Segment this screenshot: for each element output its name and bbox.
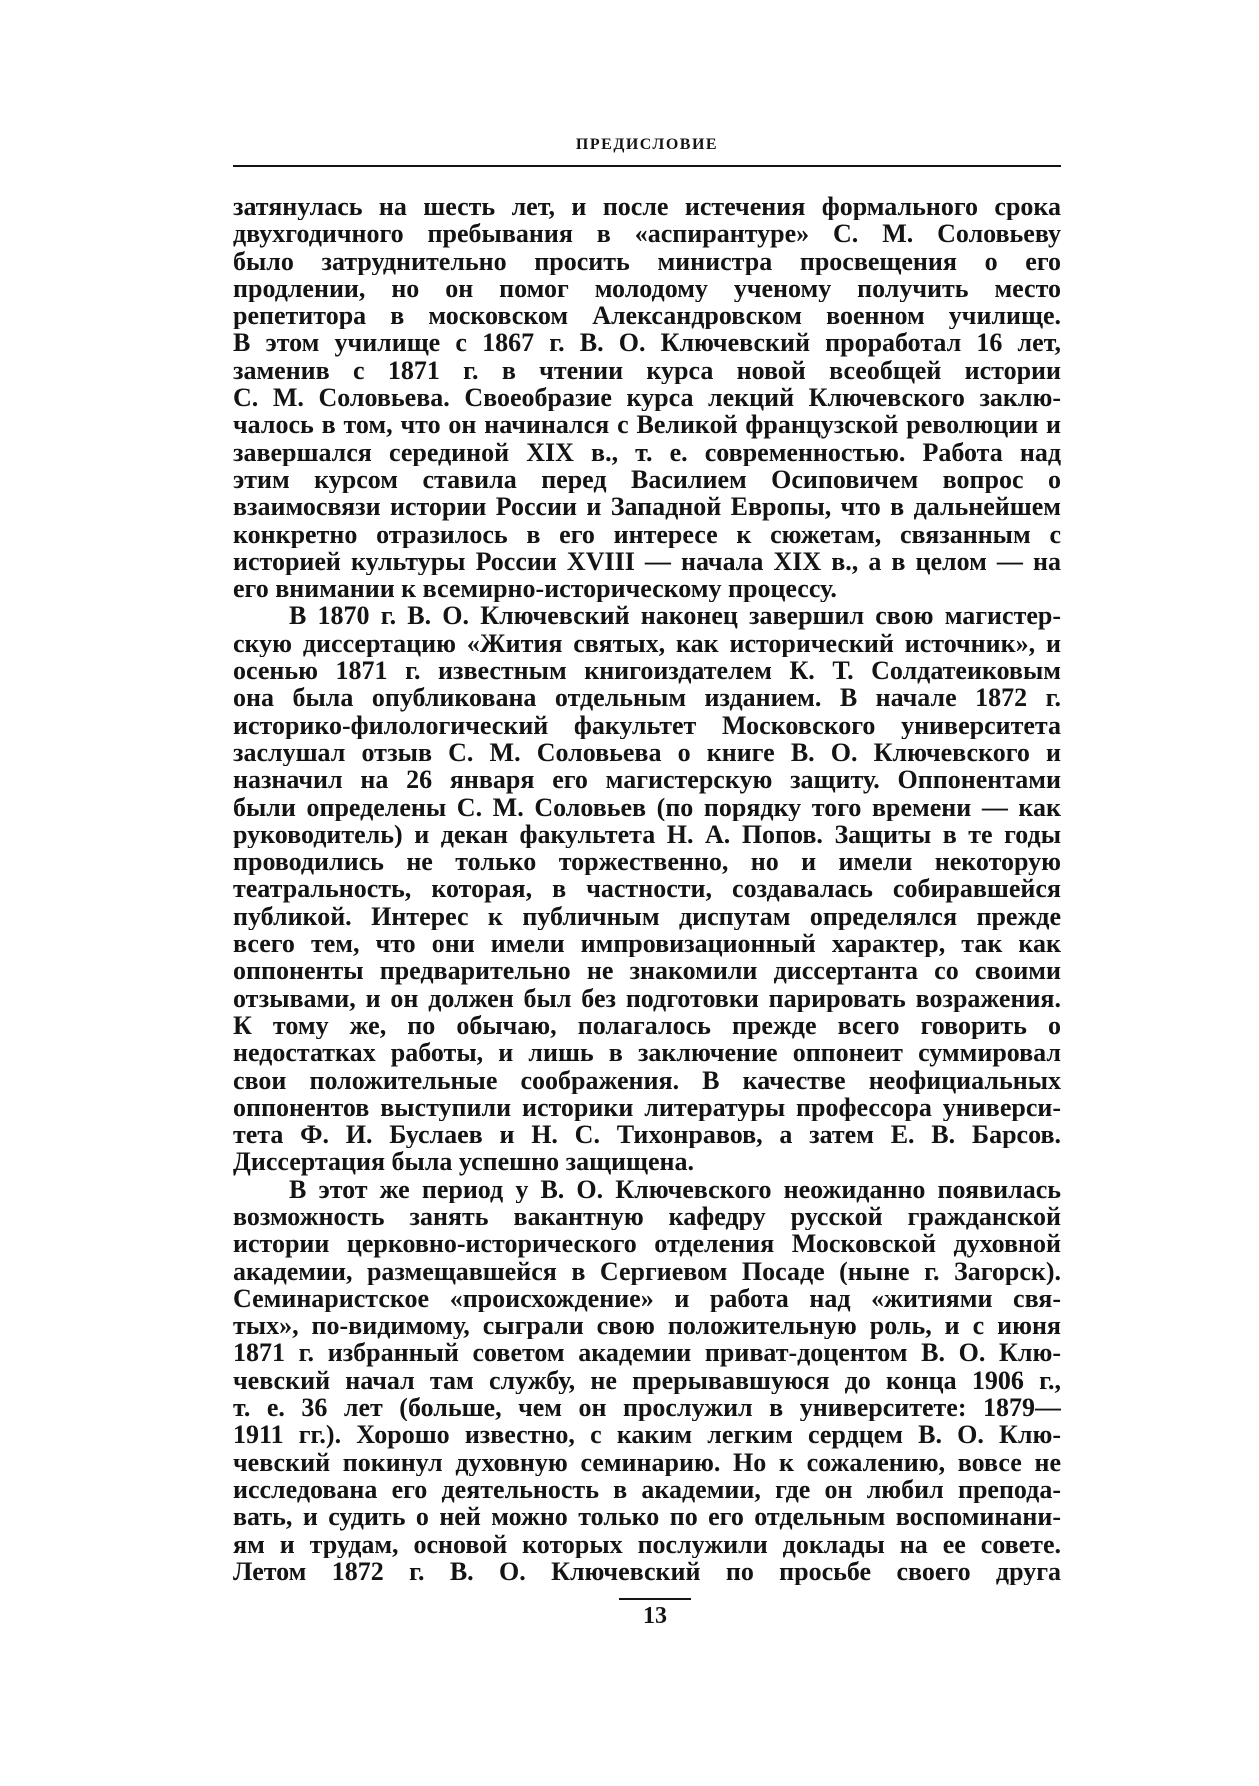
text-line: К тому же, по обычаю, полагалось прежде всего говорить о (233, 1011, 1061, 1040)
text-line: конкретно отразилось в его интересе к сюжетам, связанным с (233, 520, 1061, 548)
body-text (233, 193, 1061, 1585)
text-line: театральность, которая, в частности, создавалась собиравшейся (233, 875, 1061, 903)
text-line: ям и трудам, основой которых послужили доклады на ее совете. (233, 1530, 1061, 1558)
text-line: чевский покинул духовную семинарию. Но к сожалению, вовсе не (233, 1448, 1061, 1476)
text-line: свои положительные соображения. В качестве неофициальных (233, 1066, 1061, 1094)
text-line: осенью 1871 г. известным книгоиздателем К. Т. Солдатеиковым (233, 657, 1061, 685)
text-line: тых», по-видимому, сыграли свою положительную роль, и с июня (233, 1312, 1061, 1340)
text-line: С. М. Соловьева. Своеобразие курса лекций Ключевского заклю- (233, 384, 1061, 412)
text-line: оппоненты предварительно не знакомили диссертанта со своими (233, 957, 1061, 985)
text-line: продлении, но он помог молодому ученому получить место (233, 274, 1061, 303)
text-line: исследована его деятельность в академии, где он любил препода- (233, 1475, 1061, 1504)
text-line: тета Ф. И. Буслаев и Н. С. Тихонравов, а затем Е. В. Барсов. (233, 1121, 1061, 1149)
page-number-rule (619, 1598, 691, 1600)
text-line: она была опубликована отдельным изданием. В начале 1872 г. (233, 684, 1061, 712)
text-line: Семинаристское «происхождение» и работа над «житиями свя- (233, 1284, 1061, 1313)
text-line: академии, размещавшейся в Сергиевом Посаде (ныне г. Загорск). (233, 1257, 1061, 1285)
header-rule (233, 165, 1061, 167)
text-line: заменив с 1871 г. в чтении курса новой всеобщей истории (233, 356, 1061, 385)
text-line: было затруднительно просить министра просвещения о его (233, 247, 1061, 275)
text-line: Летом 1872 г. В. О. Ключевский по просьбе своего друга (233, 1557, 1061, 1586)
paragraph-first-line: В 1870 г. В. О. Ключевский наконец завершил свою магистер- (289, 602, 1061, 630)
text-line: отзывами, и он должен был без подготовки парировать возражения. (233, 984, 1061, 1012)
text-line: были определены С. М. Соловьев (по порядку того времени — как (233, 793, 1061, 821)
text-line: скую диссертацию «Жития святых, как исторический источник», и (233, 629, 1061, 658)
text-line: т. е. 36 лет (больше, чем он прослужил в университете: 1879— (233, 1394, 1061, 1422)
text-line: взаимосвязи истории России и Западной Европы, что в дальнейшем (233, 493, 1061, 521)
text-line: историко-филологический факультет Московского университета (233, 711, 1061, 739)
text-line: этим курсом ставила перед Василием Осиповичем вопрос о (233, 465, 1061, 494)
text-line: завершался серединой XIX в., т. е. современностью. Работа над (233, 438, 1061, 466)
text-line: истории церковно-исторического отделения Московской духовной (233, 1230, 1061, 1258)
text-line: историей культуры России XVIII — начала XIX в., а в целом — на (233, 547, 1061, 576)
text-line: Диссертация была успешно защищена. (233, 1148, 694, 1176)
paragraph-first-line: В этот же период у В. О. Ключевского неожиданно появилась (289, 1175, 1061, 1203)
text-line: назначил на 26 января его магистерскую защиту. Оппонентами (233, 766, 1061, 794)
text-line: вать, и судить о ней можно только по его отдельным воспоминани- (233, 1503, 1061, 1531)
text-line: затянулась на шесть лет, и после истечения формального срока (233, 193, 1061, 221)
text-line: 1911 гг.). Хорошо известно, с каким легким сердцем В. О. Клю- (233, 1421, 1061, 1449)
text-line: чевский начал там службу, не прерывавшуюся до конца 1906 г., (233, 1366, 1061, 1395)
text-line: руководитель) и декан факультета Н. А. Попов. Защиты в те годы (233, 820, 1061, 849)
text-line: его внимании к всемирно-историческому процессу. (233, 575, 837, 603)
text-line: возможность занять вакантную кафедру русской гражданской (233, 1202, 1061, 1231)
text-line: заслушал отзыв С. М. Соловьева о книге В. О. Ключевского и (233, 738, 1061, 767)
text-line: репетитора в московском Александровском военном училище. (233, 302, 1061, 330)
text-line: проводились не только торжественно, но и имели некоторую (233, 848, 1061, 876)
page-number: 13 (643, 1603, 667, 1629)
text-line: всего тем, что они имели импровизационный характер, так как (233, 930, 1061, 958)
text-line: оппонентов выступили историки литературы профессора универси- (233, 1093, 1061, 1122)
running-head-title: ПРЕДИСЛОВИЕ (575, 136, 719, 153)
text-line: публикой. Интерес к публичным диспутам определялся прежде (233, 902, 1061, 931)
text-line: чалось в том, что он начинался с Великой французской революции и (233, 411, 1061, 439)
text-line: 1871 г. избранный советом академии приват-доцентом В. О. Клю- (233, 1339, 1061, 1367)
text-line: двухгодичного пребывания в «аспирантуре» С. М. Соловьеву (233, 220, 1061, 248)
text-line: недостатках работы, и лишь в заключение оппонеит суммировал (233, 1039, 1061, 1067)
text-line: В этом училище с 1867 г. В. О. Ключевский проработал 16 лет, (233, 329, 1061, 357)
